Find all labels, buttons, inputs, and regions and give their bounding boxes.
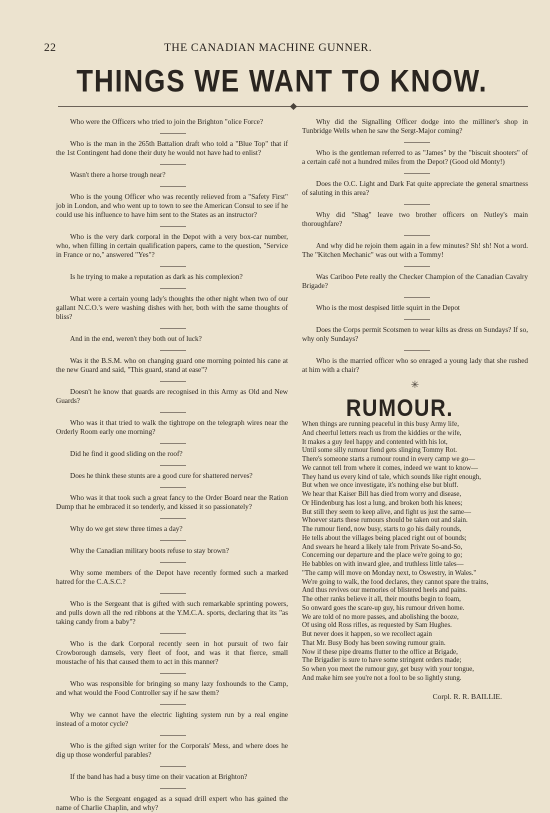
poem-line: Concerning our departure and the place we're going to go;: [302, 552, 463, 560]
page-header: [44, 42, 524, 54]
question-separator: [56, 556, 288, 569]
question-item: If the band has had a busy time on their vacation at Brighton?: [70, 773, 248, 781]
question-separator: [56, 158, 288, 171]
question-item: Who is the very dark corporal in the Depot with a very box-car number, who, when filling in certain qualification papers, came to the question, "Service in France or no," answered "Yes"?: [56, 233, 288, 259]
poem-line: He tells about the villages being placed right out of bounds;: [302, 534, 467, 542]
question-separator: [56, 260, 288, 273]
question-separator: [56, 587, 288, 600]
right-questions: [302, 118, 528, 375]
poem-line: The rumour fiend, now busy, starts to go his daily rounds,: [302, 526, 462, 533]
question-separator: [56, 375, 288, 388]
poem-line: So when you meet the rumour guy, get busy with your tongue,: [302, 666, 474, 673]
question-separator: [56, 437, 288, 450]
question-item: Who is the married officer who so enraged a young lady that she rushed at him with a chair?: [302, 357, 528, 374]
question-item: Who was responsible for bringing so many lazy foxhounds to the Camp, and what would the Food Controller say if he saw them?: [56, 680, 288, 697]
poem-line: It makes a guy feel happy and contented with his lot,: [302, 438, 448, 446]
question-item: Was Cariboo Pete really the Checker Champion of the Canadian Cavalry Brigade?: [302, 273, 528, 290]
poem-line: But when we once investigate, it's nothing else but bluff.: [302, 482, 459, 490]
poem-line: But still they seem to keep alive, and fight us just the same—: [302, 508, 471, 516]
poem-line: We're going to walk, the food declares, they cannot spare the trains,: [302, 578, 489, 586]
question-separator: [302, 260, 528, 273]
question-item: What were a certain young lady's thoughts the other night when two of our gallant N.C.O.'s were washing dishes with her, both with the same thoughts of bliss?: [56, 295, 288, 321]
question-separator: [56, 180, 288, 193]
question-item: And in the end, weren't they both out of luck?: [70, 335, 202, 343]
rumour-poem: [302, 421, 528, 684]
page-number: 22: [44, 42, 57, 54]
question-separator: [302, 313, 528, 326]
poem-line: Until some silly rumour fiend gets slinging Tommy Rot.: [302, 447, 458, 455]
poem-line: When things are running peaceful in this busy Army life,: [302, 421, 459, 428]
rule-ornament: [290, 103, 297, 110]
poem-line: He babbles on with inward glee, and truthless little tales—: [302, 561, 464, 568]
title-rule: [58, 104, 528, 110]
question-separator: [56, 760, 288, 773]
question-item: Why do we get stew three times a day?: [70, 525, 183, 533]
question-separator: [56, 481, 288, 494]
poem-line: Whoever starts these rumours should be taken out and slain.: [302, 517, 468, 525]
question-separator: [56, 322, 288, 335]
running-title: THE CANADIAN MACHINE GUNNER.: [164, 42, 372, 54]
question-separator: [56, 627, 288, 640]
question-separator: [302, 136, 528, 149]
question-item: Why some members of the Depot have recently formed such a marked hatred for the C.A.S.C.?: [56, 569, 288, 586]
poem-line: And make him see you're not a fool to be so lightly stung.: [302, 674, 462, 682]
question-separator: [56, 729, 288, 742]
poem-line: Or Hindenburg has lost a lung, and broken both his knees;: [302, 499, 463, 507]
question-separator: [302, 167, 528, 180]
section-star-ornament: ✳: [410, 380, 420, 391]
question-item: Was it the B.S.M. who on changing guard one morning pointed his cane at the new Guard and said, "This guard, stand at ease"?: [56, 357, 288, 374]
question-item: Why the Canadian military boots refuse to stay brown?: [70, 547, 229, 555]
question-separator: [56, 406, 288, 419]
poem-line: There's someone starts a rumour round in every camp we go—: [302, 456, 476, 463]
question-item: Who is the man in the 265th Battalion draft who told a "Blue Top" that if the 1st Contingent had done their duty he would not have had to enlist?: [56, 140, 288, 157]
question-separator: [56, 698, 288, 711]
question-item: Does the O.C. Light and Dark Fat quite appreciate the general smartness of saluting in this area?: [302, 180, 528, 197]
question-separator: [56, 512, 288, 525]
question-item: Why did "Shag" leave two brother officers on Nutley's main thoroughfare?: [302, 211, 528, 228]
poem-signature: Corpl. R. R. BAILLIE.: [432, 691, 502, 701]
question-separator: [302, 344, 528, 357]
right-column: [302, 118, 528, 701]
poem-line: But never does it happen, so we recollect again: [302, 631, 432, 638]
question-item: Why we cannot have the electric lighting system run by a real engine instead of a motor cycle?: [56, 711, 288, 728]
poem-line: And swears he heard a likely tale from Private So-and-So,: [302, 543, 463, 551]
question-item: Who were the Officers who tried to join the Brighton "olice Force?: [70, 118, 264, 126]
question-separator: [56, 667, 288, 680]
question-item: Who is the gifted sign writer for the Corporals' Mess, and where does he dig up those wonderful parables?: [56, 742, 288, 759]
question-separator: [56, 220, 288, 233]
question-item: Is he trying to make a reputation as dark as his complexion?: [70, 273, 243, 281]
question-item: Does the Corps permit Scotsmen to wear kilts as dress on Sundays? If so, why only Sundays?: [302, 326, 528, 343]
question-item: Did he find it good sliding on the roof?: [70, 450, 183, 458]
question-separator: [302, 198, 528, 211]
question-item: Who is the most despised little squirt in the Depot: [316, 304, 460, 312]
poem-line: We cannot tell from where it comes, indeed we want to know—: [302, 464, 478, 472]
left-column: [56, 118, 288, 813]
question-separator: [302, 291, 528, 304]
question-item: Who is the Sergeant that is gifted with such remarkable sprinting powers, and pulls down all the red ribbons at the Y.M.C.A. sports, declaring that its "as taking candy from a baby"?: [56, 600, 288, 626]
question-separator: [56, 459, 288, 472]
question-separator: [56, 127, 288, 140]
question-separator: [56, 534, 288, 547]
question-item: Who is the young Officer who was recently relieved from a "Safety First" job in London, and who went up to town to see the American Consul to see if he could use his influence to have him sent to the States as an instructor?: [56, 193, 288, 219]
question-item: Why did the Signalling Officer dodge into the milliner's shop in Tunbridge Wells when he saw the Sergt-Major coming?: [302, 118, 528, 135]
poem-line: So onward goes the scare-up guy, his rumour driven home.: [302, 604, 465, 612]
question-item: Who is the dark Corporal recently seen in hot pursuit of two fair Crowborough damsels, very fleet of foot, and was it that fierce, small moustache of his that caused them to act in this manner?: [56, 640, 288, 666]
poem-line: That Mr. Busy Body has been sowing rumour grain.: [302, 639, 446, 647]
poem-line: "The camp will move on Monday next, to Oswestry, in Wales.": [302, 569, 477, 577]
question-item: Does he think these stunts are a good cure for shattered nerves?: [70, 472, 253, 480]
poem-line: They hand us every kind of tale, which sounds like right enough,: [302, 473, 481, 481]
article-title: THINGS WE WANT TO KNOW.: [76, 63, 488, 99]
question-item: Wasn't there a horse trough near?: [70, 171, 166, 179]
question-item: Who was it that tried to walk the tightrope on the telegraph wires near the Orderly Room early one morning?: [56, 419, 288, 436]
question-separator: [56, 782, 288, 795]
poem-line: Of using old Ross rifles, as requested by Sam Hughes.: [302, 622, 452, 630]
poem-line: And thus revives our memories of blistered heels and pains.: [302, 587, 467, 595]
poem-line: The Brigadier is sure to have some stringent orders made;: [302, 657, 462, 665]
question-item: Doesn't he know that guards are recognised in this Army as Old and New Guards?: [56, 388, 288, 405]
question-item: Who is the Sergeant engaged as a squad drill expert who has gained the name of Charlie Chaplin, and why?: [56, 795, 288, 812]
question-item: Who was it that took such a great fancy to the Order Board near the Ration Dump that he embraced it so tenderly, and kissed it so passionately?: [56, 494, 288, 511]
poem-line: And cheerful letters reach us from the kiddies or the wife,: [302, 429, 462, 437]
question-separator: [56, 282, 288, 295]
question-separator: [56, 344, 288, 357]
question-separator: [302, 229, 528, 242]
poem-line: Now if these pipe dreams flutter to the office at Brigade,: [302, 648, 458, 656]
poem-line: We are told of no more passes, and abolishing the booze,: [302, 613, 459, 621]
question-item: And why did he rejoin them again in a few minutes? Sh! sh! Not a word. The "Kitchen Mechanic" was out with a Tommy!: [302, 242, 528, 259]
rumour-title: RUMOUR.: [346, 395, 454, 422]
poem-line: We hear that Kaiser Bill has died from worry and disease,: [302, 491, 462, 498]
question-item: Who is the gentleman referred to as "James" by the "biscuit shooters" of a certain café not a hundred miles from the Depot? (Good old Monty!): [302, 149, 528, 166]
poem-line: The other ranks believe it all, their mouths begin to foam,: [302, 596, 461, 603]
